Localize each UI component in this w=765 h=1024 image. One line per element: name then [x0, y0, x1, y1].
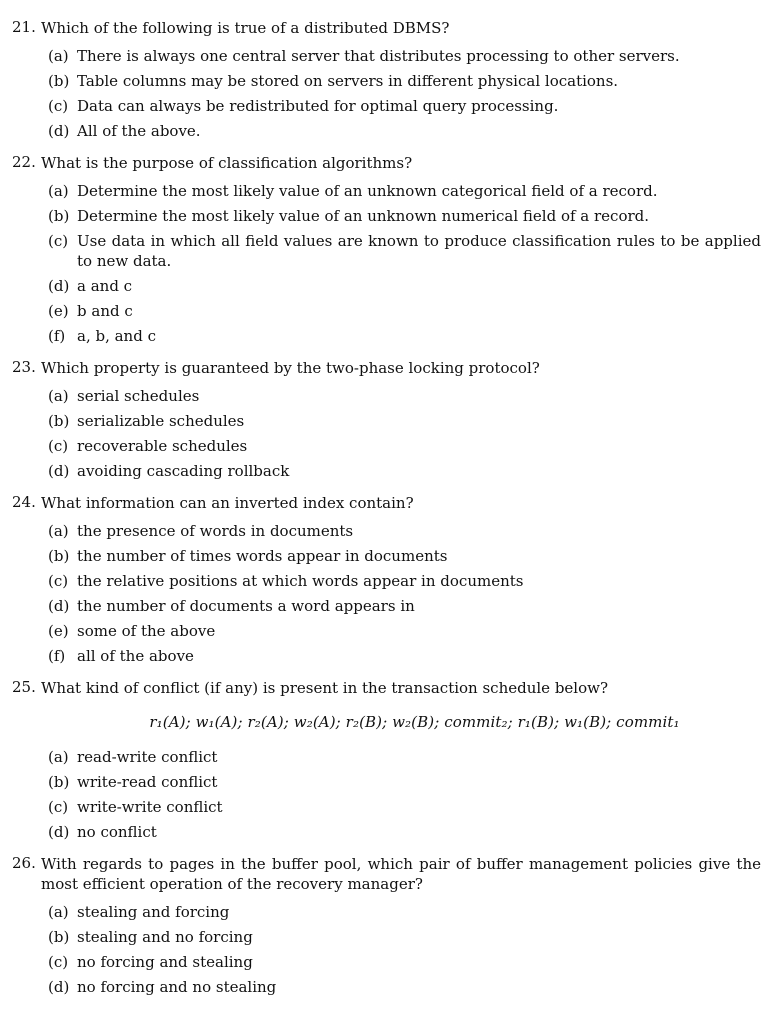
option-label: (a): [48, 387, 69, 405]
option-label: (c): [48, 953, 69, 971]
question-text: Which property is guaranteed by the two-phase locking protocol?: [41, 359, 540, 377]
option-c: [48, 434, 761, 459]
option-text: a, b, and c: [77, 327, 156, 345]
option-text: avoiding cascading rollback: [77, 462, 290, 480]
question-22: [12, 150, 761, 349]
question-24: [12, 490, 761, 669]
option-d: [48, 274, 761, 299]
option-text: no conflict: [77, 823, 157, 841]
option-c: [48, 229, 761, 274]
option-c: [48, 569, 761, 594]
question-number: 26.: [12, 854, 36, 872]
option-label: (b): [48, 928, 70, 946]
option-label: (d): [48, 823, 70, 841]
option-text: stealing and no forcing: [77, 928, 253, 946]
option-a: [48, 44, 761, 69]
option-a: [48, 519, 761, 544]
option-d: [48, 820, 761, 845]
option-text: serializable schedules: [77, 412, 245, 430]
option-label: (a): [48, 522, 69, 540]
question-header: [12, 851, 761, 896]
option-d: [48, 119, 761, 144]
question-23: [12, 355, 761, 484]
option-label: (b): [48, 412, 70, 430]
question-number: 25.: [12, 678, 36, 696]
option-e: [48, 619, 761, 644]
option-label: (e): [48, 622, 69, 640]
option-label: (a): [48, 903, 69, 921]
option-f: [48, 644, 761, 669]
option-label: (a): [48, 182, 69, 200]
option-d: [48, 594, 761, 619]
option-b: [48, 544, 761, 569]
option-b: [48, 770, 761, 795]
option-label: (d): [48, 462, 70, 480]
option-c: [48, 94, 761, 119]
option-label: (a): [48, 748, 69, 766]
transaction-schedule-formula: r₁(A); w₁(A); r₂(A); w₂(A); r₂(B); w₂(B); commit₂; r₁(B); w₁(B); commit₁: [149, 713, 680, 731]
option-list: [12, 745, 761, 845]
option-label: (e): [48, 302, 69, 320]
option-label: (d): [48, 277, 70, 295]
option-b: [48, 204, 761, 229]
option-text: the number of documents a word appears in: [77, 597, 415, 615]
question-header: [12, 355, 761, 380]
option-label: (b): [48, 547, 70, 565]
option-b: [48, 409, 761, 434]
option-b: [48, 69, 761, 94]
option-list: [12, 384, 761, 484]
question-26: [12, 851, 761, 1000]
question-header: [12, 150, 761, 175]
option-c: [48, 795, 761, 820]
option-text: the number of times words appear in documents: [77, 547, 448, 565]
option-b: [48, 925, 761, 950]
option-text: There is always one central server that distributes processing to other servers.: [77, 47, 680, 65]
option-label: (f): [48, 647, 66, 665]
option-label: (c): [48, 798, 69, 816]
option-label: (c): [48, 572, 69, 590]
option-d: [48, 459, 761, 484]
option-label: (f): [48, 327, 66, 345]
question-text: Which of the following is true of a distributed DBMS?: [41, 19, 450, 37]
question-text: What information can an inverted index contain?: [41, 494, 414, 512]
option-text: read-write conflict: [77, 748, 218, 766]
option-text: All of the above.: [77, 122, 201, 140]
option-c: [48, 950, 761, 975]
option-text: Determine the most likely value of an unknown numerical field of a record.: [77, 207, 650, 225]
option-label: (c): [48, 97, 69, 115]
option-text: the relative positions at which words appear in documents: [77, 572, 524, 590]
option-text: all of the above: [77, 647, 194, 665]
option-text: some of the above: [77, 622, 216, 640]
option-label: (d): [48, 978, 70, 996]
option-text: Table columns may be stored on servers in different physical locations.: [77, 72, 619, 90]
question-number: 24.: [12, 493, 36, 511]
option-a: [48, 384, 761, 409]
option-label: (c): [48, 437, 69, 455]
option-text: a and c: [77, 277, 133, 295]
option-list: [12, 179, 761, 349]
question-21: [12, 15, 761, 144]
option-e: [48, 299, 761, 324]
question-text: What is the purpose of classification algorithms?: [41, 154, 413, 172]
question-number: 23.: [12, 358, 36, 376]
option-text: write-read conflict: [77, 773, 218, 791]
question-number: 21.: [12, 18, 36, 36]
option-list: [12, 519, 761, 669]
option-text: the presence of words in documents: [77, 522, 354, 540]
option-list: [12, 900, 761, 1000]
question-header: [12, 490, 761, 515]
option-text: recoverable schedules: [77, 437, 248, 455]
option-text: Use data in which all field values are known to produce classification rules to be applied to new data.: [77, 232, 761, 270]
option-text: b and c: [77, 302, 133, 320]
question-text: With regards to pages in the buffer pool, which pair of buffer management policies give the most efficient operation of the recovery manager?: [41, 855, 761, 893]
question-number: 22.: [12, 153, 36, 171]
option-text: Data can always be redistributed for optimal query processing.: [77, 97, 559, 115]
option-a: [48, 900, 761, 925]
option-label: (b): [48, 773, 70, 791]
option-f: [48, 324, 761, 349]
option-label: (c): [48, 232, 69, 250]
option-a: [48, 179, 761, 204]
option-d: [48, 975, 761, 1000]
option-text: no forcing and no stealing: [77, 978, 277, 996]
option-list: [12, 44, 761, 144]
option-label: (b): [48, 207, 70, 225]
option-text: Determine the most likely value of an unknown categorical field of a record.: [77, 182, 658, 200]
option-label: (b): [48, 72, 70, 90]
question-25: [12, 675, 761, 845]
option-text: write-write conflict: [77, 798, 223, 816]
question-header: [12, 675, 761, 700]
option-text: no forcing and stealing: [77, 953, 253, 971]
option-text: stealing and forcing: [77, 903, 230, 921]
option-a: [48, 745, 761, 770]
option-label: (a): [48, 47, 69, 65]
option-label: (d): [48, 122, 70, 140]
option-text: serial schedules: [77, 387, 200, 405]
question-text: What kind of conflict (if any) is present in the transaction schedule below?: [41, 679, 609, 697]
question-header: [12, 15, 761, 40]
option-label: (d): [48, 597, 70, 615]
